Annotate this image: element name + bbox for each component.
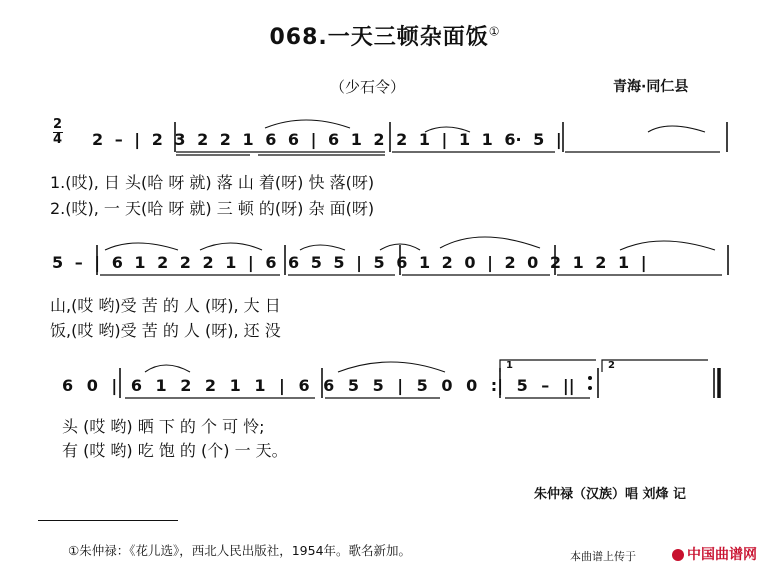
score-line-1-lyrics-verse2: 2.(哎), 一 天(哈 呀 就) 三 顿 的(呀) 杂 面(呀) [50,199,375,218]
score-line-2-notes: 5 – | 6 1 2 2 2 1 | 6 6 5 5 | 5 6 1 2 0 | 2 0 2 1 2 1 | [52,253,647,272]
score-line-3-notes: 6 0 | 6 1 2 2 1 1 | 6 6 5 5 | 5 0 0 :| 5 – || [62,376,575,395]
origin-location: 青海·同仁县 [613,79,689,95]
subtitle: （少石令） [330,78,406,96]
performer-credit: 朱仲禄（汉族）唱 刘烽 记 [534,487,687,502]
site-logo [672,544,757,564]
footnote-text: ①朱仲禄：《花儿选》，西北人民出版社，1954年。歌名新加。 [68,543,412,558]
score-line-2-lyrics-verse1: 山,(哎 哟)受 苦 的 人 (呀), 大 日 [50,296,281,315]
logo-text: 中国曲谱网 [687,547,757,563]
score-line-1-lyrics-verse1: 1.(哎), 日 头(哈 呀 就) 落 山 着(呀) 快 落(呀) [50,173,375,192]
volta-1-label: 1 [506,360,513,371]
footnote-marker: ① [488,24,501,39]
meter-bottom: 4 [53,132,63,147]
meter-top: 2 [53,117,63,132]
score-line-1-notes: 2 – | 2 3 2 2 1 6 6 | 6 1 2 2 1 | 1 1 6· 5 | [92,130,562,149]
song-title-text: 068.一天三顿杂面饭 [269,25,489,50]
time-signature [53,118,63,147]
footnote-divider [38,520,178,521]
volta-2-label: 2 [608,360,615,371]
logo-icon [672,549,684,561]
score-line-2-lyrics-verse2: 饭,(哎 哟)受 苦 的 人 (呀), 还 没 [50,321,281,340]
upload-notice: 本曲谱上传于 [570,550,636,563]
score-line-3-lyrics-verse2: 有 (哎 哟) 吃 饱 的 (个) 一 天。 [62,441,288,460]
score-line-3-lyrics-verse1: 头 (哎 哟) 晒 下 的 个 可 怜; [62,417,265,436]
